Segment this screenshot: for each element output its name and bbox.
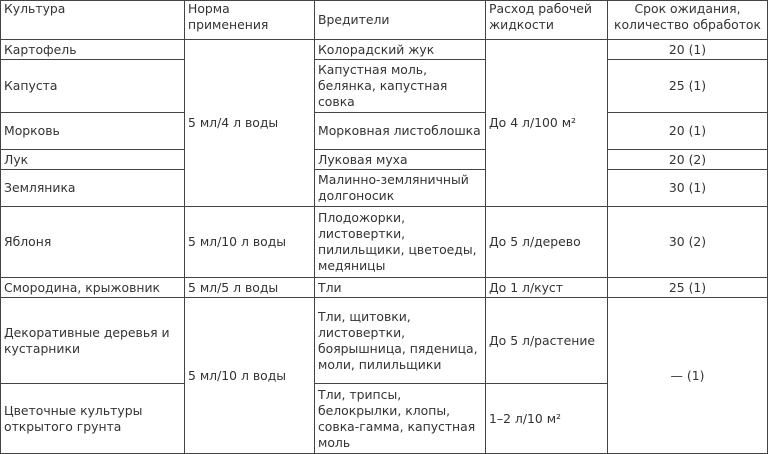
crop-cell: Цветочные культуры открытого грунта xyxy=(1,384,185,454)
waiting-cell: 20 (2) xyxy=(608,150,768,170)
crop-cell: Земляника xyxy=(1,170,185,207)
header-norm: Норма применения xyxy=(185,1,315,40)
header-crop: Культура xyxy=(1,1,185,40)
norm-cell: 5 мл/5 л воды xyxy=(185,278,315,298)
norm-cell: 5 мл/10 л воды xyxy=(185,207,315,278)
liquid-rate-cell: 1–2 л/10 м² xyxy=(486,384,608,454)
waiting-cell: 25 (1) xyxy=(608,278,768,298)
crop-cell: Картофель xyxy=(1,40,185,60)
crop-cell: Капуста xyxy=(1,60,185,113)
table-row xyxy=(1,170,768,207)
crop-cell: Декоративные деревья и кустарники xyxy=(1,298,185,384)
table-row xyxy=(1,60,768,113)
pest-cell: Малинно-земляничный долгоносик xyxy=(315,170,486,207)
table-row xyxy=(1,207,768,278)
pest-cell: Тли, трипсы, белокрылки, клопы, совка-гамма, капустная моль xyxy=(315,384,486,454)
table-row xyxy=(1,278,768,298)
header-liquid-rate: Расход рабочей жидкости xyxy=(486,1,608,40)
crop-cell: Яблоня xyxy=(1,207,185,278)
pest-cell: Плодожорки, листовертки, пилильщики, цветоеды, медяницы xyxy=(315,207,486,278)
waiting-cell: — (1) xyxy=(608,298,768,454)
liquid-rate-cell: До 4 л/100 м² xyxy=(486,40,608,207)
crop-cell: Морковь xyxy=(1,113,185,150)
pest-cell: Колорадский жук xyxy=(315,40,486,60)
table-row xyxy=(1,113,768,150)
pest-cell: Тли, щитовки, листовертки, боярышница, пяденица, моли, пилильщики xyxy=(315,298,486,384)
waiting-cell: 20 (1) xyxy=(608,40,768,60)
crop-cell: Лук xyxy=(1,150,185,170)
pest-cell: Тли xyxy=(315,278,486,298)
liquid-rate-cell: До 5 л/растение xyxy=(486,298,608,384)
waiting-cell: 20 (1) xyxy=(608,113,768,150)
liquid-rate-cell: До 1 л/куст xyxy=(486,278,608,298)
table-row xyxy=(1,150,768,170)
table-row xyxy=(1,298,768,384)
pest-cell: Капустная моль, белянка, капустная совка xyxy=(315,60,486,113)
table-row xyxy=(1,40,768,60)
header-waiting-period: Срок ожидания, количество обработок xyxy=(608,1,768,40)
norm-cell: 5 мл/4 л воды xyxy=(185,40,315,207)
liquid-rate-cell: До 5 л/дерево xyxy=(486,207,608,278)
waiting-cell: 25 (1) xyxy=(608,60,768,113)
pest-cell: Морковная листоблошка xyxy=(315,113,486,150)
header-row xyxy=(1,1,768,40)
crop-cell: Смородина, крыжовник xyxy=(1,278,185,298)
waiting-cell: 30 (2) xyxy=(608,207,768,278)
pest-cell: Луковая муха xyxy=(315,150,486,170)
norm-cell: 5 мл/10 л воды xyxy=(185,298,315,454)
header-pests: Вредители xyxy=(315,1,486,40)
waiting-cell: 30 (1) xyxy=(608,170,768,207)
